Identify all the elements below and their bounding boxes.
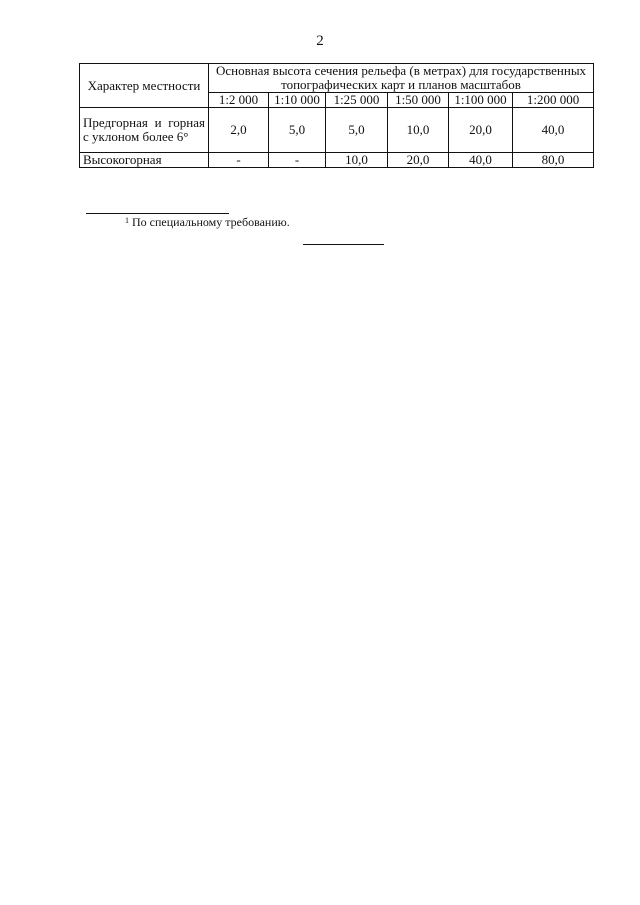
table-cell: 80,0 xyxy=(513,153,594,168)
scale-header: 1:200 000 xyxy=(513,93,594,108)
table-row xyxy=(80,108,594,153)
relief-height-header: Основная высота сечения рельефа (в метрах) для государственных топографических карт и планов масштабов xyxy=(209,64,594,93)
scale-header: 1:2 000 xyxy=(209,93,269,108)
scale-header: 1:50 000 xyxy=(388,93,449,108)
footnote-separator xyxy=(86,213,229,214)
table-cell: - xyxy=(269,153,326,168)
table-cell: - xyxy=(209,153,269,168)
scale-header: 1:10 000 xyxy=(269,93,326,108)
table-cell: 20,0 xyxy=(449,108,513,153)
table-cell: 40,0 xyxy=(449,153,513,168)
table-cell: 10,0 xyxy=(326,153,388,168)
table-cell: 10,0 xyxy=(388,108,449,153)
end-divider xyxy=(303,244,384,245)
relief-section-table xyxy=(79,63,594,168)
scale-header: 1:25 000 xyxy=(326,93,388,108)
table-cell: 20,0 xyxy=(388,153,449,168)
table-cell: 5,0 xyxy=(269,108,326,153)
scale-header: 1:100 000 xyxy=(449,93,513,108)
footnote xyxy=(125,215,290,230)
table-cell: 40,0 xyxy=(513,108,594,153)
table-row xyxy=(80,153,594,168)
footnote-mark: 1 xyxy=(125,216,129,225)
footnote-text: По специальному требованию. xyxy=(132,215,290,229)
row-label: Предгорная и горная с уклоном более 6° xyxy=(80,108,209,153)
page-number: 2 xyxy=(316,33,324,49)
table-cell: 5,0 xyxy=(326,108,388,153)
table-cell: 2,0 xyxy=(209,108,269,153)
row-label: Высокогорная xyxy=(80,153,209,168)
terrain-type-header: Характер местности xyxy=(80,64,209,108)
